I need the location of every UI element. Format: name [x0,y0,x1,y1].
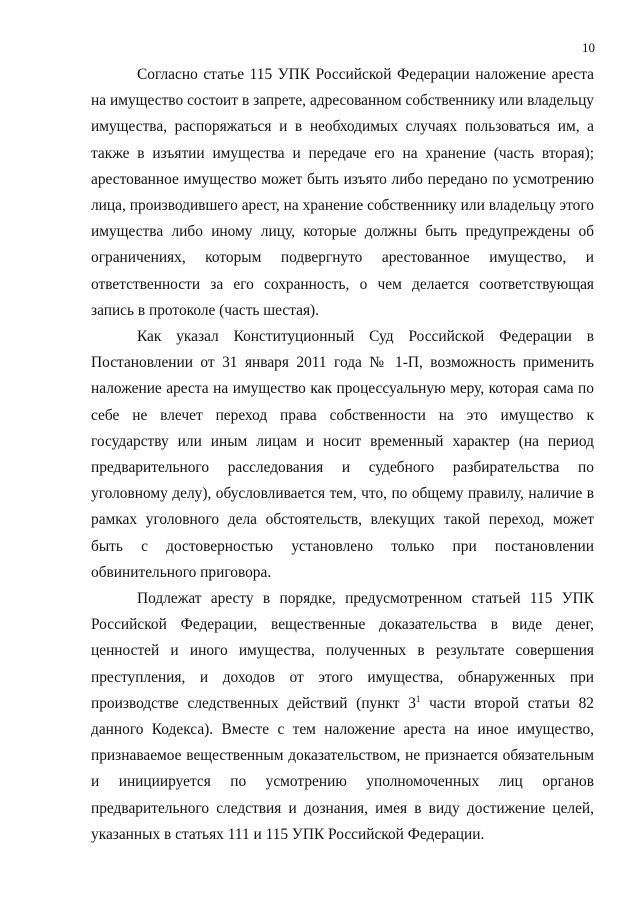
paragraph-2: Как указал Конституционный Суд Российской Федерации в Постановлении от 31 января 2011 года № 1-П, возможность применить наложение ареста на имущество как процессуальную меру, которая сама по себе не влечет переход права собственности на это имущество к государству или иным лицам и носит временный характер (на период предварительного расследования и судебного разбирательства по уголовному делу), обусловливается тем, что, по общему правилу, наличие в рамках уголовного дела обстоятельств, влекущих такой переход, может быть с достоверностью установлено только при постановлении обвинительного приговора. [91,328,594,581]
paragraph-3 [91,586,594,848]
superscript-footnote-mark: 1 [415,693,421,704]
document-body [91,62,594,848]
page-number: 10 [582,40,595,55]
paragraph-3-text-after: части второй статьи 82 данного Кодекса). Вместе с тем наложение ареста на иное имущество, признаваемое вещественным доказательством, не признается обязательным и инициируется по усмотрению уполномоченных лиц органов предварительного следствия и дознания, имея в виду достижение целей, указанных в статьях 111 и 115 УПК Российской Федерации. [91,694,594,843]
paragraph-3-text-before: Подлежат аресту в порядке, предусмотренном статьей 115 УПК Российской Федерации, вещественные доказательства в виде денег, ценностей и иного имущества, полученных в результате совершения преступления, и доходов от этого имущества, обнаруженных при производстве следственных действий (пункт 3 [91,590,594,712]
paragraph-1: Согласно статье 115 УПК Российской Федерации наложение ареста на имущество состоит в запрете, адресованном собственнику или владельцу имущества, распоряжаться и в необходимых случаях пользоваться им, а также в изъятии имущества и передаче его на хранение (часть вторая); арестованное имущество может быть изъято либо передано по усмотрению лица, производившего арест, на хранение собственнику или владельцу этого имущества либо иному лицу, которые должны быть предупреждены об ограничениях, которым подвергнуто арестованное имущество, и ответственности за его сохранность, о чем делается соответствующая запись в протоколе (часть шестая). [91,66,594,319]
